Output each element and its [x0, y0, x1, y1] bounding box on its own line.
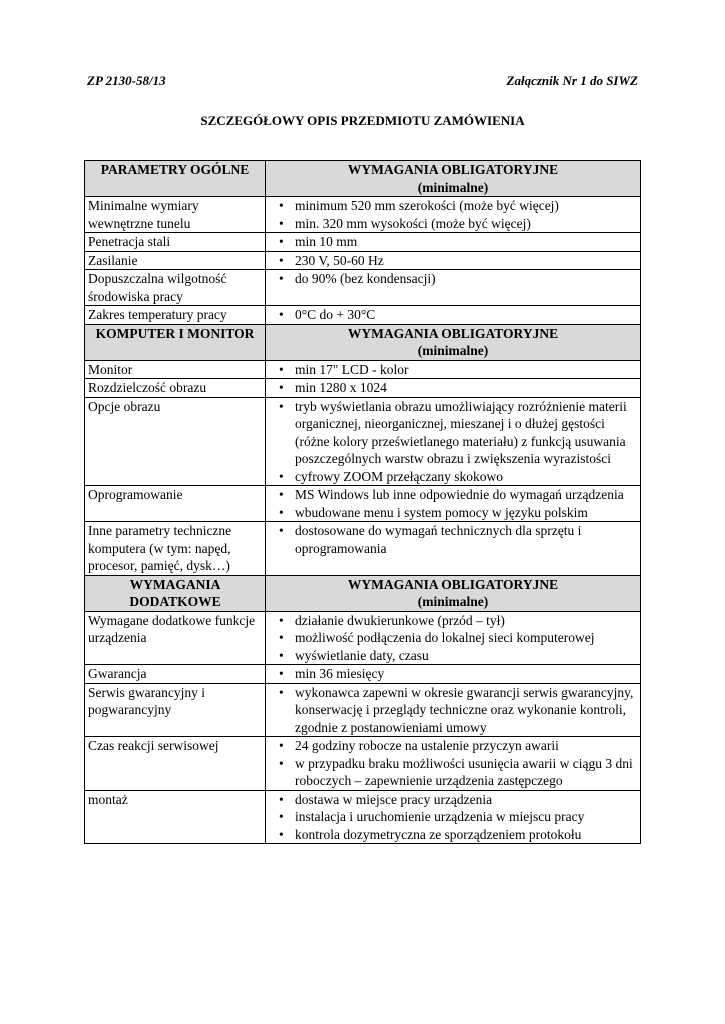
requirement-list — [269, 522, 637, 557]
section-title: KOMPUTER I MONITOR — [85, 324, 266, 360]
parameter-row — [85, 611, 641, 665]
reference-number: ZP 2130-58/13 — [87, 73, 166, 88]
specification-table — [84, 160, 641, 844]
requirement-item: • instalacja i uruchomienie urządzenia w miejscu pracy — [269, 808, 637, 826]
requirement-list — [269, 379, 637, 397]
requirements-cell — [266, 683, 641, 737]
parameter-label: Monitor — [85, 360, 266, 379]
requirement-list — [269, 737, 637, 790]
requirements-column-header: WYMAGANIA OBLIGATORYJNE (minimalne) — [266, 324, 641, 360]
requirements-cell — [266, 737, 641, 791]
parameter-row — [85, 233, 641, 252]
parameter-label: Rozdzielczość obrazu — [85, 379, 266, 398]
document-title: SZCZEGÓŁOWY OPIS PRZEDMIOTU ZAMÓWIENIA — [200, 113, 525, 128]
parameter-row — [85, 665, 641, 684]
requirement-item: • 0°C do + 30°C — [269, 306, 637, 324]
parameter-label: Wymagane dodatkowe funkcje urządzenia — [85, 611, 266, 665]
requirement-item: • cyfrowy ZOOM przełączany skokowo — [269, 468, 637, 486]
requirement-item: • 230 V, 50-60 Hz — [269, 252, 637, 270]
parameter-label: Oprogramowanie — [85, 486, 266, 522]
section-header-row — [85, 161, 641, 197]
parameter-label: Gwarancja — [85, 665, 266, 684]
requirement-list — [269, 233, 637, 251]
parameter-row — [85, 306, 641, 325]
parameter-label: Serwis gwarancyjny i pogwarancyjny — [85, 683, 266, 737]
parameter-label: Inne parametry techniczne komputera (w tym: napęd, procesor, pamięć, dysk…) — [85, 522, 266, 576]
requirements-cell — [266, 360, 641, 379]
requirements-cell — [266, 233, 641, 252]
requirement-item: • tryb wyświetlania obrazu umożliwiający rozróżnienie materii organicznej, nieorganicznej, mieszanej i o dłużej gęstości (różne kolory prześwietlanego materiału) z funkcją usuwania poszczególnych warstw obrazu i zwiększenia wyrazistości — [269, 398, 637, 468]
requirement-item: • 24 godziny robocze na ustalenie przyczyn awarii — [269, 737, 637, 755]
parameter-row — [85, 790, 641, 844]
requirement-item: • w przypadku braku możliwości usunięcia awarii w ciągu 3 dni roboczych – zapewnienie urządzenia zastępczego — [269, 755, 637, 790]
requirement-item: • dostosowane do wymagań technicznych dla sprzętu i oprogramowania — [269, 522, 637, 557]
requirements-column-header: WYMAGANIA OBLIGATORYJNE (minimalne) — [266, 161, 641, 197]
parameter-label: Zasilanie — [85, 251, 266, 270]
requirement-item: • do 90% (bez kondensacji) — [269, 270, 637, 288]
requirement-item: • wykonawca zapewni w okresie gwarancji serwis gwarancyjny, konserwację i przeglądy techniczne oraz wykonanie kontroli, zgodnie z postanowieniami umowy — [269, 684, 637, 737]
parameter-label: Zakres temperatury pracy — [85, 306, 266, 325]
requirement-list — [269, 306, 637, 324]
parameter-row — [85, 486, 641, 522]
section-header-row — [85, 575, 641, 611]
requirements-cell — [266, 486, 641, 522]
requirements-cell — [266, 197, 641, 233]
requirement-item: • MS Windows lub inne odpowiednie do wymagań urządzenia — [269, 486, 637, 504]
requirements-cell — [266, 397, 641, 486]
requirement-list — [269, 361, 637, 379]
parameter-label: Penetracja stali — [85, 233, 266, 252]
parameter-row — [85, 397, 641, 486]
parameter-row — [85, 251, 641, 270]
requirement-item: • kontrola dozymetryczna ze sporządzeniem protokołu — [269, 826, 637, 844]
parameter-row — [85, 197, 641, 233]
parameter-row — [85, 270, 641, 306]
requirement-item: • możliwość podłączenia do lokalnej sieci komputerowej — [269, 629, 637, 647]
parameter-row — [85, 737, 641, 791]
parameter-row — [85, 360, 641, 379]
requirements-cell — [266, 379, 641, 398]
requirement-item: • min 10 mm — [269, 233, 637, 251]
section-header-row — [85, 324, 641, 360]
requirement-item: • wbudowane menu i system pomocy w języku polskim — [269, 504, 637, 522]
parameter-label: Opcje obrazu — [85, 397, 266, 486]
section-title: PARAMETRY OGÓLNE — [85, 161, 266, 197]
requirement-list — [269, 612, 637, 665]
requirement-list — [269, 252, 637, 270]
parameter-label: Czas reakcji serwisowej — [85, 737, 266, 791]
requirement-item: • min 1280 x 1024 — [269, 379, 637, 397]
requirements-cell — [266, 665, 641, 684]
requirement-list — [269, 665, 637, 683]
requirement-list — [269, 398, 637, 486]
requirements-column-header: WYMAGANIA OBLIGATORYJNE (minimalne) — [266, 575, 641, 611]
requirement-item: • działanie dwukierunkowe (przód – tył) — [269, 612, 637, 630]
parameter-label: Minimalne wymiary wewnętrzne tunelu — [85, 197, 266, 233]
parameter-row — [85, 522, 641, 576]
requirements-cell — [266, 270, 641, 306]
section-title: WYMAGANIA DODATKOWE — [85, 575, 266, 611]
requirement-item: • min 36 miesięcy — [269, 665, 637, 683]
requirement-item: • min 17" LCD - kolor — [269, 361, 637, 379]
parameter-row — [85, 683, 641, 737]
requirement-list — [269, 197, 637, 232]
requirements-cell — [266, 251, 641, 270]
parameter-row — [85, 379, 641, 398]
parameter-label: montaż — [85, 790, 266, 844]
attachment-label: Załącznik Nr 1 do SIWZ — [506, 73, 638, 88]
requirement-item: • dostawa w miejsce pracy urządzenia — [269, 791, 637, 809]
requirements-cell — [266, 611, 641, 665]
requirements-cell — [266, 522, 641, 576]
requirement-list — [269, 270, 637, 288]
requirement-list — [269, 791, 637, 844]
requirements-cell — [266, 790, 641, 844]
requirement-list — [269, 486, 637, 521]
requirements-cell — [266, 306, 641, 325]
requirement-item: • min. 320 mm wysokości (może być więcej) — [269, 215, 637, 233]
parameter-label: Dopuszczalna wilgotność środowiska pracy — [85, 270, 266, 306]
requirement-item: • minimum 520 mm szerokości (może być więcej) — [269, 197, 637, 215]
requirement-list — [269, 684, 637, 737]
requirement-item: • wyświetlanie daty, czasu — [269, 647, 637, 665]
